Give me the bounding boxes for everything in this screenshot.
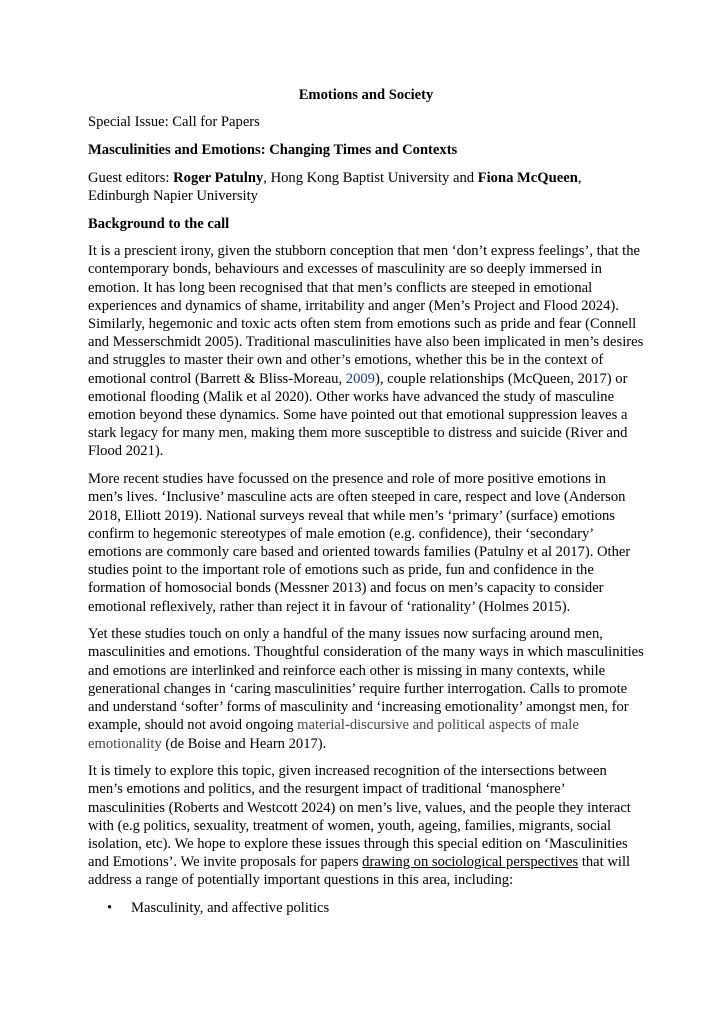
editor1-name: Roger Patulny xyxy=(173,169,264,186)
guest-editors xyxy=(88,169,644,205)
editor2-name: Fiona McQueen xyxy=(477,169,578,186)
para3-text-before: Yet these studies touch on only a handful of the many issues now surfacing around men, masculinities and emotions. Thoughtful consideration of the many ways in which masculinities and emotions are interlinked and reinforce each other is missing in many contexts, while generational changes in ‘caring masculinities’ require further interrogation. Calls to promote and understand ‘softer’ forms of masculinity and ‘increasing emotionality’ amongst men, for example, should not avoid ongoing xyxy=(88,626,644,734)
list-item-text: Masculinity, and affective politics xyxy=(131,900,330,917)
issue-title: Masculinities and Emotions: Changing Times and Contexts xyxy=(88,141,458,158)
para4-text-after: that will address a range of potentially important questions in this area, including: xyxy=(88,854,631,889)
document-page xyxy=(88,86,644,917)
para3-grey-text: material-discursive and political aspects of male emotionality xyxy=(88,717,579,752)
citation-year-link[interactable]: 2009 xyxy=(345,370,375,387)
paragraph-4 xyxy=(88,762,644,889)
paragraph-2: More recent studies have focussed on the presence and role of more positive emotions in men’s lives. ‘Inclusive’ masculine acts are often steeped in care, respect and love (Anderson 2018, Elliott 2019). National surveys reveal that while men’s ‘primary’ (surface) emotions confirm to hegemonic stereotypes of male emotion (e.g. confidence), their ‘secondary’ emotions are commonly care based and oriented towards families (Patulny et al 2017). Other studies point to the important role of emotions such as pride, fun and confidence in the formation of homosocial bonds (Messner 2013) and focus on men’s capacity to consider emotional reflexively, rather than reject it in favour of ‘rationality’ (Holmes 2015). xyxy=(88,471,631,615)
list-item xyxy=(88,899,644,917)
para3-text-after: (de Boise and Hearn 2017). xyxy=(161,735,327,752)
para4-text-before: It is timely to explore this topic, given increased recognition of the intersections between men’s emotions and politics, and the resurgent impact of traditional ‘manosphere’ masculinities (Roberts and Westcott 2024) on men’s live, values, and the people they interact with (e.g politics, sexuality, treatment of women, youth, ageing, families, migrants, social isolation, etc). We hope to explore these issues through this special edition on ‘Masculinities and Emotions’. We invite proposals for papers xyxy=(88,763,631,871)
para1-text-after: ), couple relationships (McQueen, 2017) or emotional flooding (Malik et al 2020). Other works have advanced the study of masculine emotion beyond these dynamics. Some have pointed out that emotional suppression leaves a stark legacy for many men, making them more susceptible to distress and suicide (River and Flood 2021). xyxy=(88,370,628,460)
topics-list xyxy=(88,899,644,917)
para4-underlined-text: drawing on sociological perspectives xyxy=(362,854,579,871)
bullet-marker: • xyxy=(107,900,113,917)
editor1-affiliation: , Hong Kong Baptist University and xyxy=(263,169,478,186)
paragraph-1 xyxy=(88,242,644,460)
journal-title: Emotions and Society xyxy=(298,87,434,103)
background-heading: Background to the call xyxy=(88,215,230,232)
para1-text-before: It is a prescient irony, given the stubborn conception that men ‘don’t express feelings’, that the contemporary bonds, behaviours and excesses of masculinity are so deeply immersed in emotion. It has long been recognised that that men’s conflicts are steeped in emotional experiences and dynamics of shame, irritability and anger (Men’s Project and Flood 2024). Similarly, hegemonic and toxic acts often stem from emotions such as pride and fear (Connell and Messerschmidt 2005). Traditional masculinities have also been implicated in men’s desires and struggles to master their own and other’s emotions, whether this be in the context of emotional control (Barrett & Bliss-Moreau, xyxy=(88,243,644,387)
paragraph-3 xyxy=(88,625,644,752)
editors-prefix: Guest editors: xyxy=(88,169,174,186)
editor2-affiliation: , Edinburgh Napier University xyxy=(88,169,582,204)
call-label: Special Issue: Call for Papers xyxy=(88,114,260,131)
